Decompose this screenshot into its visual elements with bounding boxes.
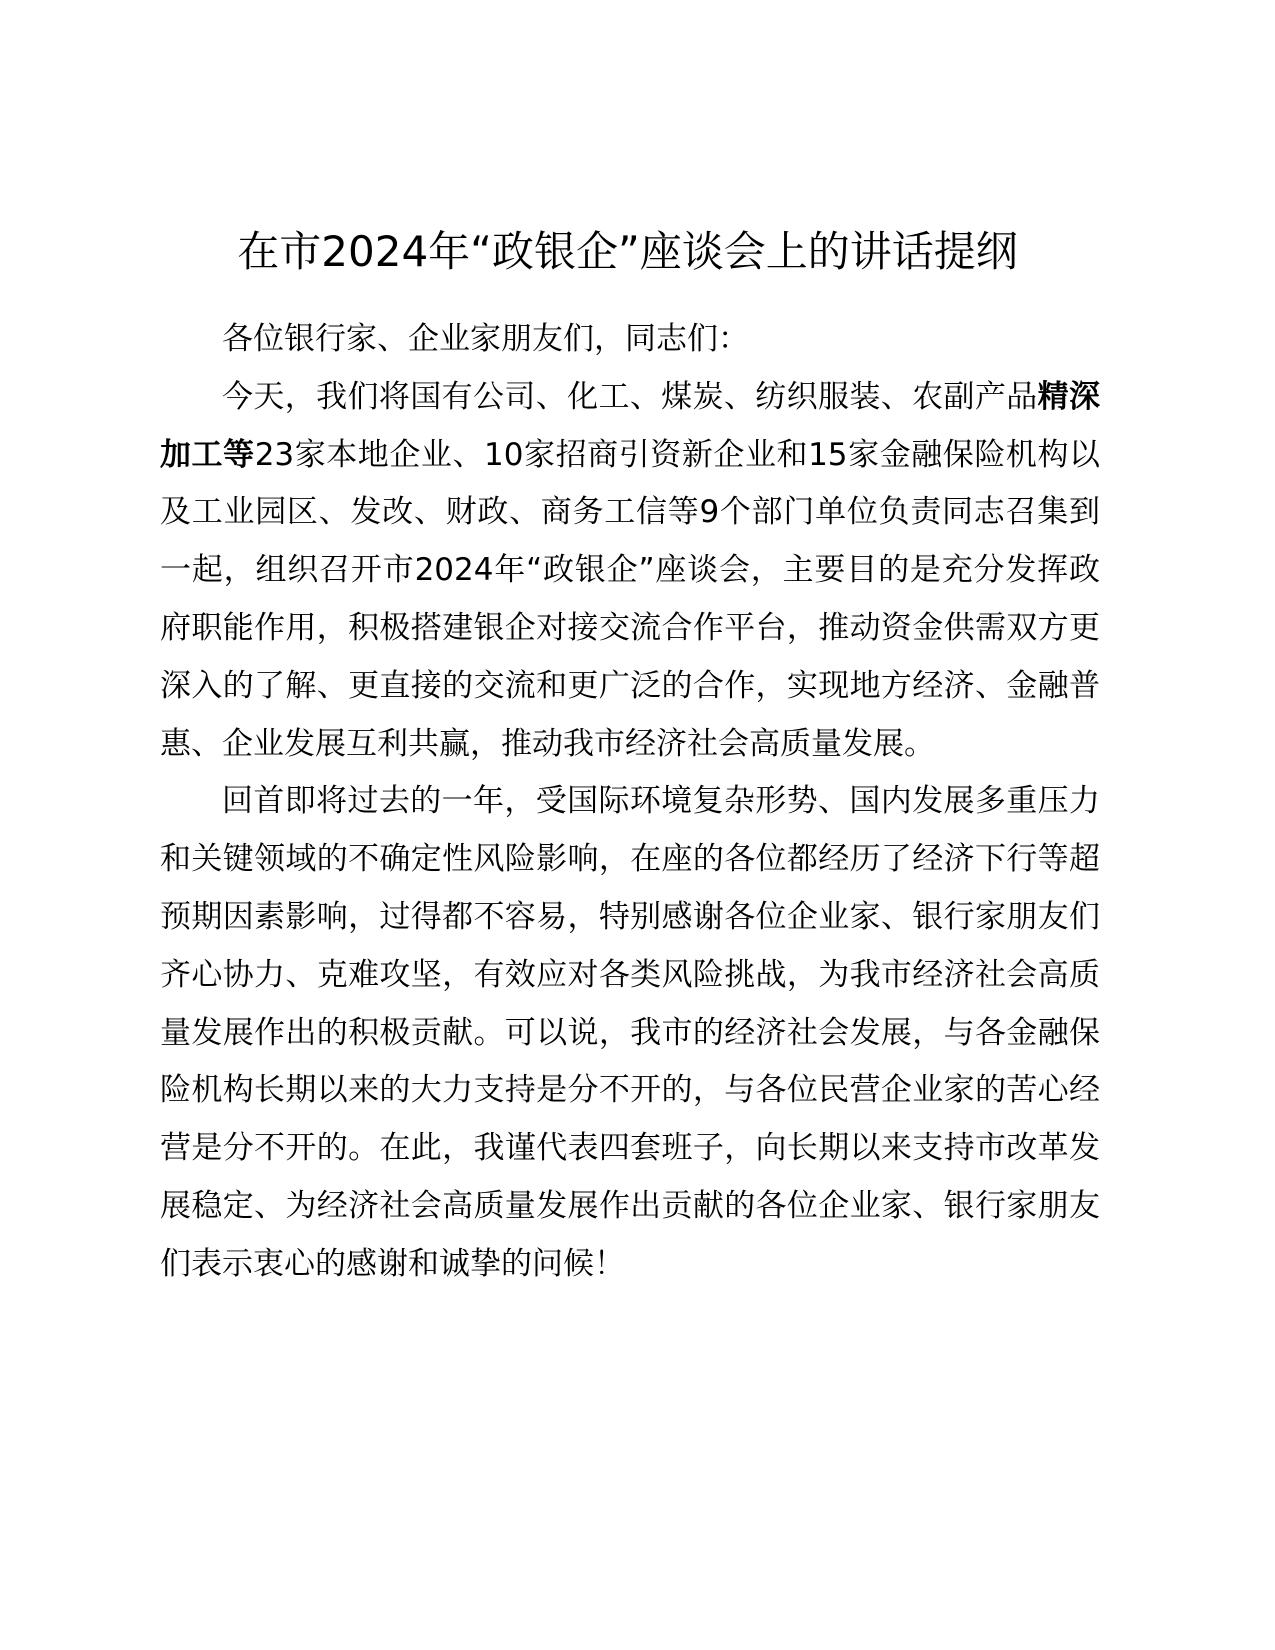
paragraph-1-part-1: 今天，我们将国有公司、化工、煤炭、纺织服装、农副产品 — [222, 378, 1038, 415]
paragraph-1 — [160, 369, 1100, 774]
paragraph-1-part-2: 23家本地企业、10家招商引资新企业和15家金融保险机构以及工业园区、发改、财政、商务工信等9个部门单位负责同志召集到一起，组织召开市2024年“政银企”座谈会，主要目的是充分发挥政府职能作用，积极搭建银企对接交流合作平台，推动资金供需双方更深入的了解、更直接的交流和更广泛的合作，实现地方经济、金融普惠、企业发展互利共赢，推动我市经济社会高质量发展。 — [160, 436, 1101, 762]
salutation: 各位银行家、企业家朋友们，同志们： — [222, 321, 749, 357]
paragraph-1-bold: 精深加工等 — [160, 378, 1101, 473]
document-title: 在市2024年“政银企”座谈会上的讲话提纲 — [237, 227, 1018, 276]
paragraph-2: 回首即将过去的一年，受国际环境复杂形势、国内发展多重压力和关键领域的不确定性风险影响，在座的各位都经历了经济下行等超预期因素影响，过得都不容易，特别感谢各位企业家、银行家朋友们齐心协力、克难攻坚，有效应对各类风险挑战，为我市经济社会高质量发展作出的积极贡献。可以说，我市的经济社会发展，与各金融保险机构长期以来的大力支持是分不开的，与各位民营企业家的苦心经营是分不开的。在此，我谨代表四套班子，向长期以来支持市改革发展稳定、为经济社会高质量发展作出贡献的各位企业家、银行家朋友们表示衷心的感谢和诚挚的问候！ — [160, 783, 1100, 1282]
document-body — [160, 311, 1100, 1294]
